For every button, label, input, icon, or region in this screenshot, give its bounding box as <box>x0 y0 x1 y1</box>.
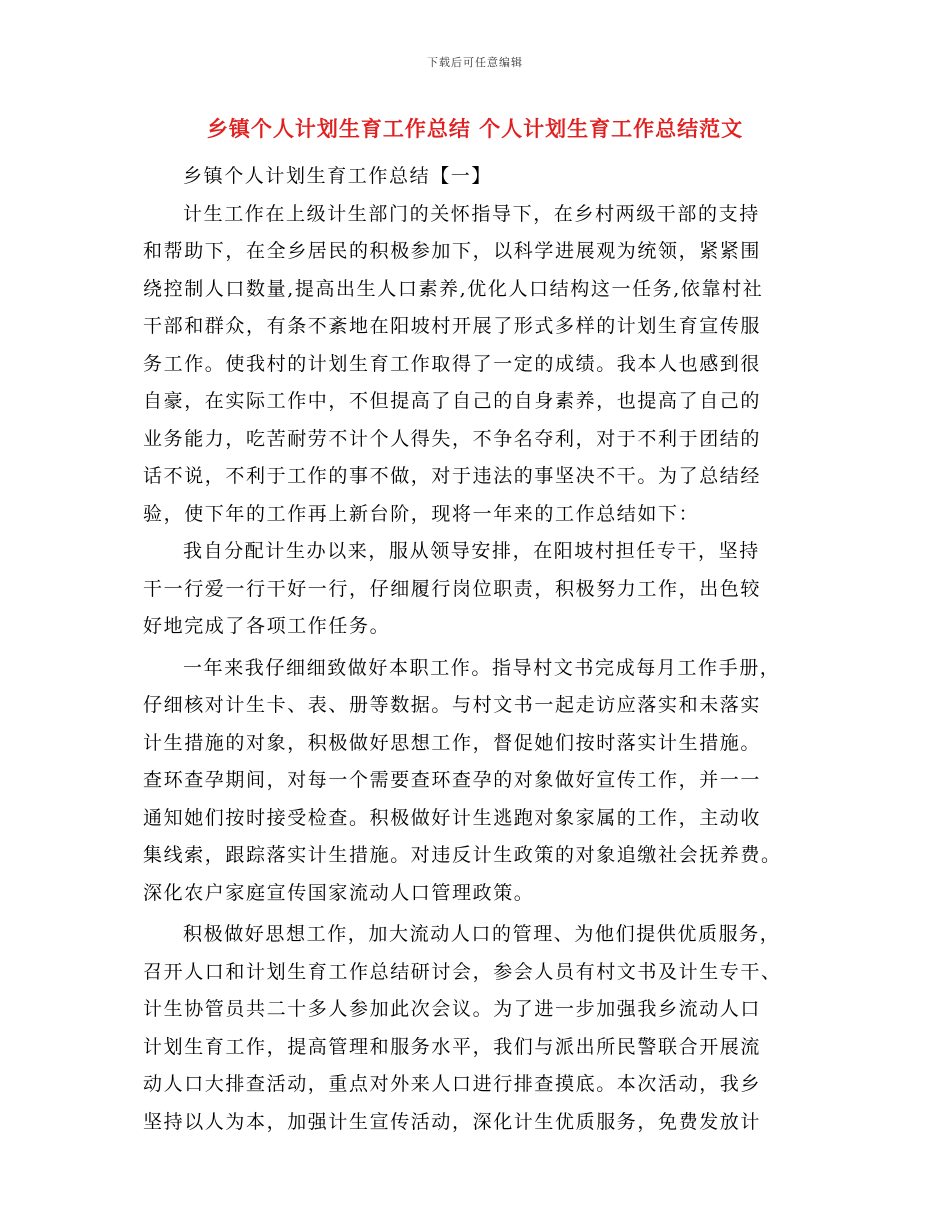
paragraph-line: 务工作。使我村的计划生育工作取得了一定的成绩。我本人也感到很 <box>143 352 762 375</box>
paragraph-line: 查环查孕期间，对每一个需要查环查孕的对象做好宣传工作，并一一 <box>143 769 762 791</box>
paragraph-line: 召开人口和计划生育工作总结研讨会，参会人员有村文书及计生专干、 <box>143 960 782 983</box>
paragraph-line: 集线索，跟踪落实计生措施。对违反计生政策的对象追缴社会抚养费。 <box>143 844 782 866</box>
paragraph-line: 干部和群众，有条不紊地在阳坡村开展了形式多样的计划生育宣传服 <box>143 315 762 337</box>
paragraph <box>143 650 815 913</box>
paragraph <box>143 196 815 534</box>
paragraph-line: 深化农户家庭宣传国家流动人口管理政策。 <box>143 881 535 904</box>
paragraph-line: 话不说，不利于工作的事不做，对于违法的事坚决不干。为了总结经 <box>143 465 762 487</box>
paragraph-line: 仔细核对计生卡、表、册等数据。与村文书一起走访应落实和未落实 <box>143 694 762 716</box>
section-heading: 乡镇个人计划生育工作总结【一】 <box>183 165 493 187</box>
paragraph-line: 计生协管员共二十多人参加此次会议。为了进一步加强我乡流动人口 <box>143 998 762 1020</box>
paragraph-line: 和帮助下，在全乡居民的积极参加下，以科学进展观为统领，紧紧围 <box>143 240 762 262</box>
paragraph-line: 计生措施的对象，积极做好思想工作，督促她们按时落实计生措施。 <box>143 731 762 754</box>
document-body <box>143 158 815 1141</box>
paragraph-line: 计划生育工作，提高管理和服务水平，我们与派出所民警联合开展流 <box>143 1035 762 1058</box>
paragraph-line: 验，使下年的工作再上新台阶，现将一年来的工作总结如下： <box>143 502 700 525</box>
paragraph <box>143 533 815 646</box>
paragraph <box>143 916 815 1141</box>
paragraph-line: 干一行爱一行干好一行，仔细履行岗位职责，积极努力工作，出色较 <box>143 577 762 600</box>
document-title: 乡镇个人计划生育工作总结 个人计划生育工作总结范文 <box>206 116 744 141</box>
paragraph-line: 业务能力，吃苦耐劳不计个人得失，不争名夺利，对于不利于团结的 <box>143 427 762 450</box>
paragraph-line: 动人口大排查活动，重点对外来人口进行排查摸底。本次活动，我乡 <box>143 1073 762 1095</box>
paragraph-line: 通知她们按时接受检查。积极做好计生逃跑对象家属的工作，主动收 <box>143 806 762 829</box>
paragraph-line: 我自分配计生办以来，服从领导安排，在阳坡村担任专干，坚持 <box>183 540 760 562</box>
paragraph-line: 一年来我仔细细致做好本职工作。指导村文书完成每月工作手册， <box>183 656 781 679</box>
paragraph-line: 好地完成了各项工作任务。 <box>143 615 391 637</box>
paragraph-line: 自豪，在实际工作中，不但提高了自己的自身素养，也提高了自己的 <box>143 390 762 412</box>
paragraph-line: 积极做好思想工作，加大流动人口的管理、为他们提供优质服务， <box>183 923 781 945</box>
paragraph-line: 坚持以人为本，加强计生宣传活动，深化计生优质服务，免费发放计 <box>143 1110 762 1133</box>
paragraph-container <box>143 196 815 1142</box>
header-note: 下载后可任意编辑 <box>427 56 523 69</box>
paragraph-line: 计生工作在上级计生部门的关怀指导下，在乡村两级干部的支持 <box>183 202 760 225</box>
paragraph-line: 绕控制人口数量,提高出生人口素养,优化人口结构这一任务,依靠村社 <box>143 277 764 300</box>
